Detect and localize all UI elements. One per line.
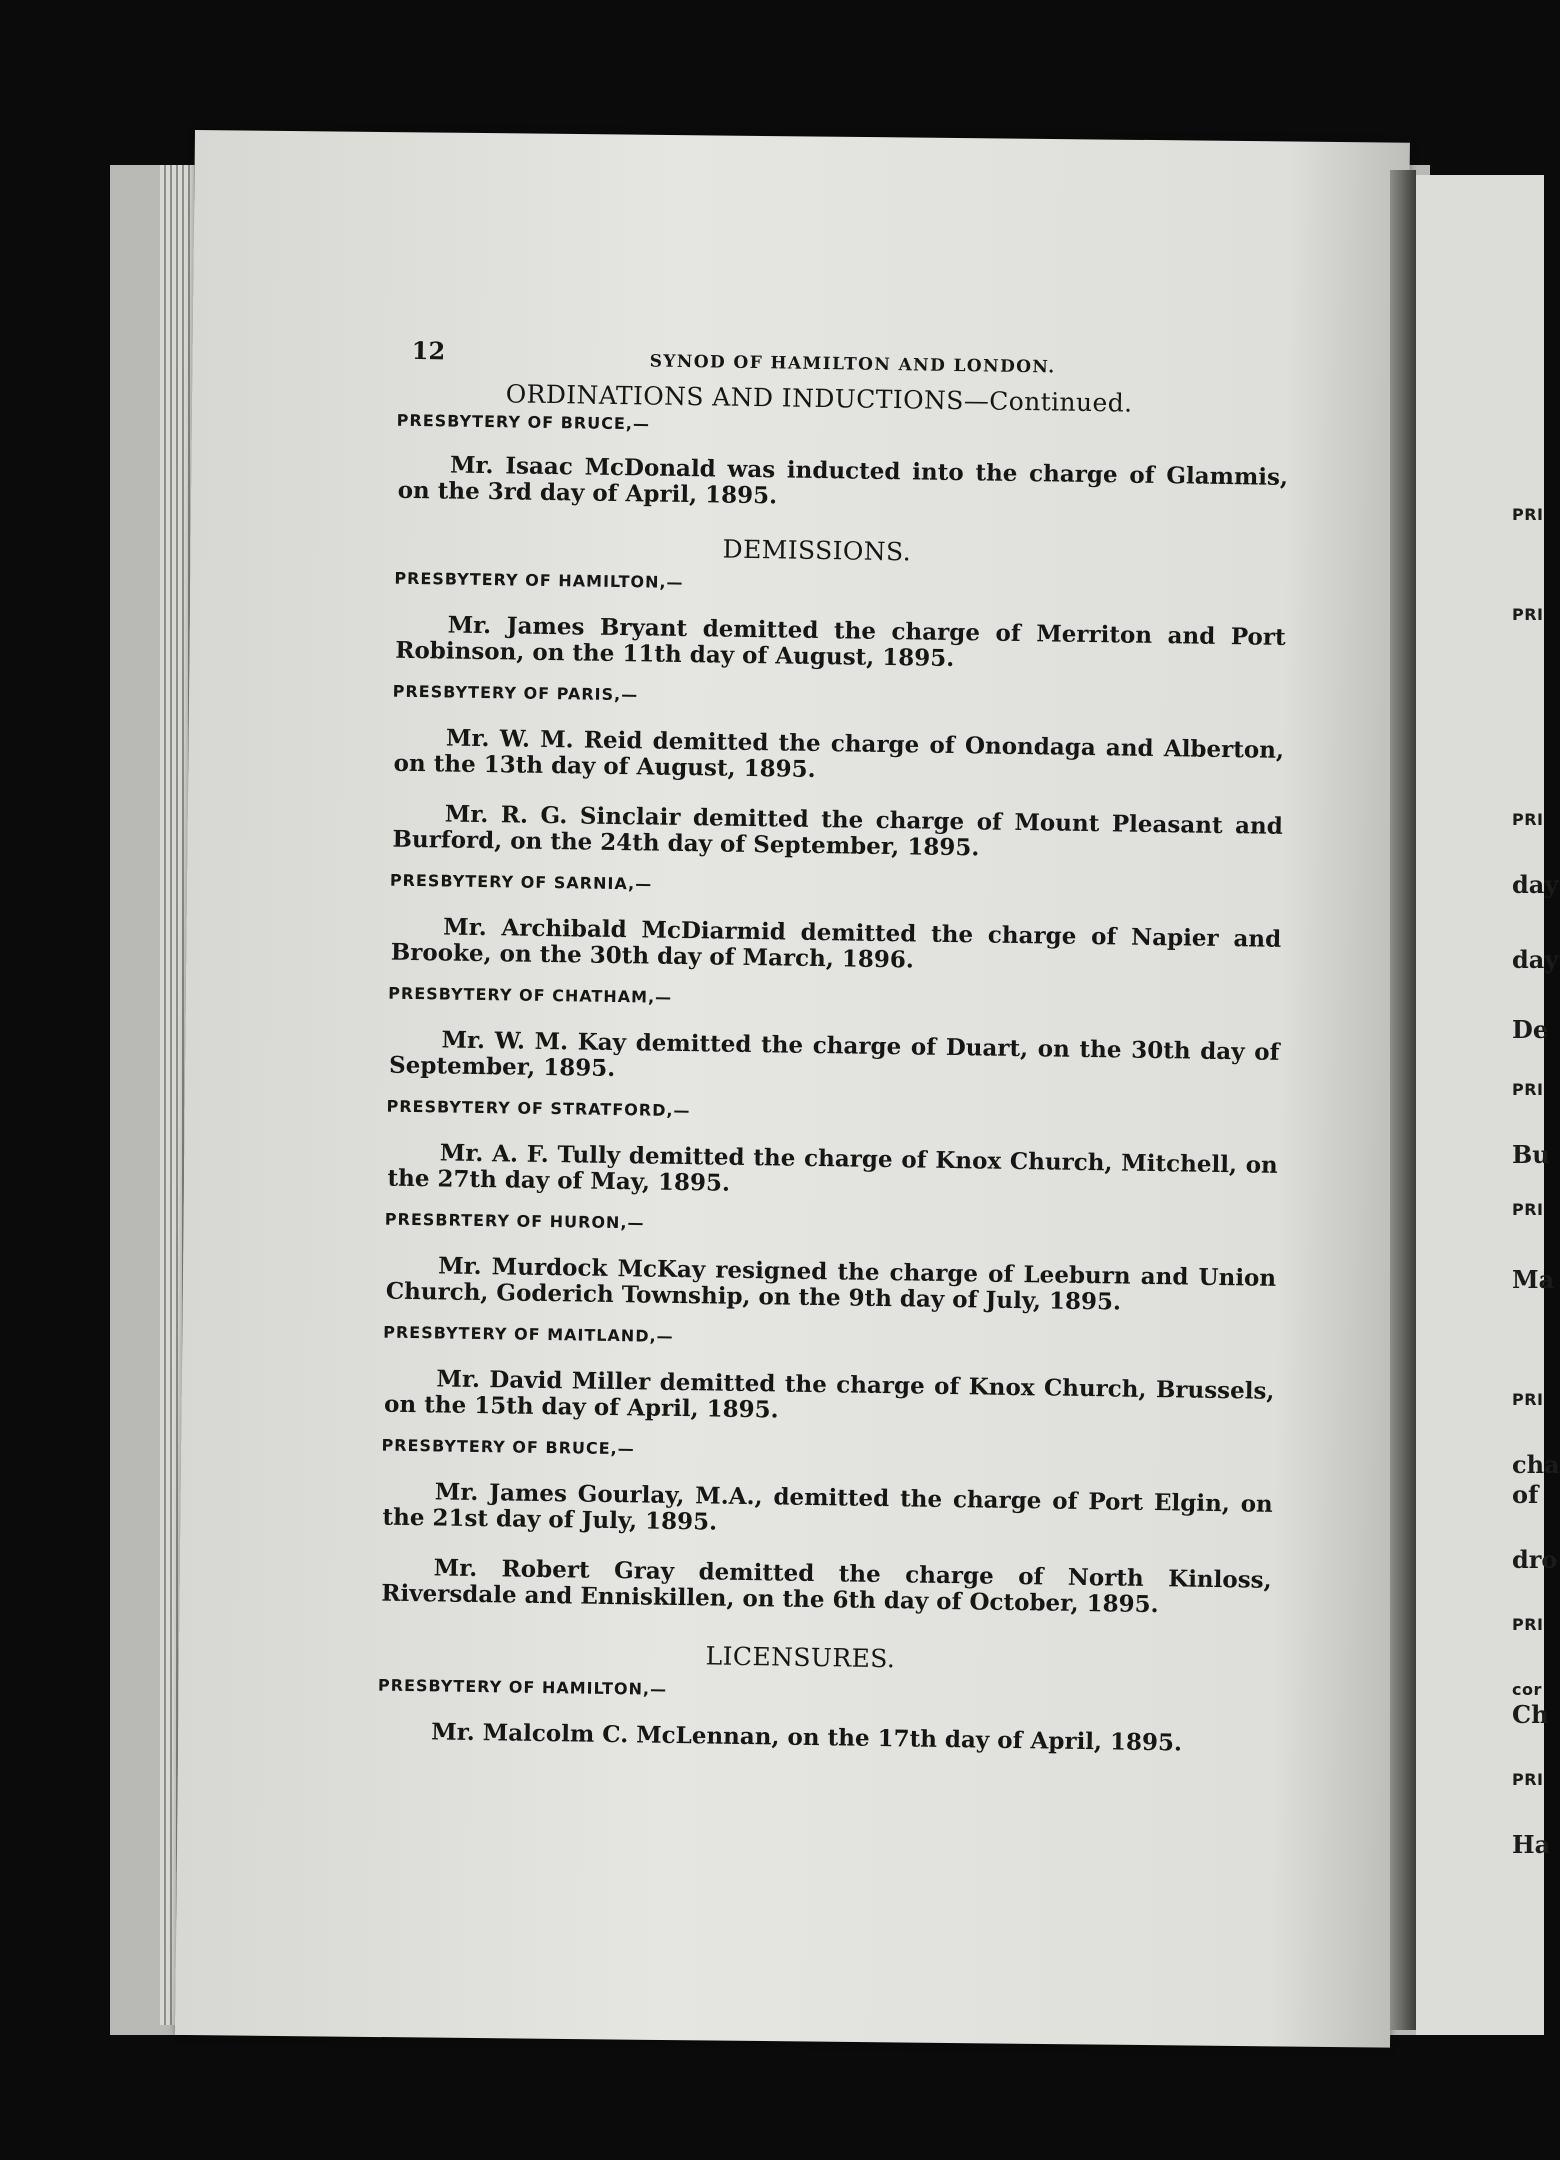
record-entry: Mr. James Bryant demitted the charge of Merriton and Port Robinson, on the 11th day of August, 1895. (395, 611, 1286, 672)
section-heading-demissions: DEMISSIONS. (722, 534, 912, 567)
presbytery-label: PRESBYTERY OF PARIS,— (392, 681, 639, 705)
presbytery-label: PRESBYTERY OF BRUCE,— (396, 410, 651, 434)
presbytery-label: PRESBYTERY OF BRUCE,— (381, 1435, 635, 1459)
page-number: 12 (411, 335, 446, 366)
facing-page-fragment: Bu (1512, 1140, 1550, 1169)
facing-page-fragment: PRI (1512, 1200, 1544, 1219)
facing-page-fragment: PRI (1512, 1390, 1544, 1409)
page-content (329, 335, 1290, 1758)
record-entry: Mr. David Miller demitted the charge of Knox Church, Brussels, on the 15th day of April, 1895. (383, 1365, 1275, 1424)
facing-page-fragment: PRI (1512, 810, 1544, 829)
facing-page-fragment: day (1512, 870, 1559, 899)
record-entry: Mr. R. G. Sinclair demitted the charge of Mount Pleasant and Burford, on the 24th day of September, 1895. (392, 800, 1284, 862)
presbytery-label: PRESBRTERY OF HURON,— (384, 1209, 645, 1233)
facing-page-fragment: cor (1512, 1680, 1542, 1699)
facing-page-fragment: PRI (1512, 1615, 1544, 1634)
facing-page-fragment: PRI (1512, 1080, 1544, 1099)
facing-page-fragment: Ha (1512, 1830, 1551, 1859)
presbytery-label: PRESBYTERY OF HAMILTON,— (394, 568, 684, 592)
record-entry: Mr. Malcolm C. McLennan, on the 17th day of April, 1895. (431, 1718, 1183, 1757)
record-entry: Mr. A. F. Tully demitted the charge of Knox Church, Mitchell, on the 27th day of May, 1895. (387, 1139, 1278, 1197)
book-gutter (1390, 170, 1416, 2030)
section-heading-licensures: LICENSURES. (705, 1641, 896, 1674)
journal-title: SYNOD OF HAMILTON AND LONDON. (649, 351, 1056, 378)
record-entry: Mr. Archibald McDiarmid demitted the charge of Napier and Brooke, on the 30th day of March, 1896. (390, 913, 1282, 974)
record-entry: Mr. W. M. Reid demitted the charge of Onondaga and Alberton, on the 13th day of August, 1895. (393, 724, 1285, 783)
presbytery-label: PRESBYTERY OF STRATFORD,— (386, 1096, 691, 1121)
facing-page-fragment: dro (1512, 1545, 1558, 1574)
facing-page-fragment: PRI (1512, 505, 1544, 524)
presbytery-label: PRESBYTERY OF MAITLAND,— (383, 1322, 674, 1346)
record-entry: Mr. James Gourlay, M.A., demitted the charge of Port Elgin, on the 21st day of July, 1895. (382, 1478, 1273, 1536)
facing-page-fragment: PRI (1512, 605, 1544, 624)
record-entry: Mr. Murdock McKay resigned the charge of Leeburn and Union Church, Goderich Township, on the 9th day of July, 1895. (385, 1252, 1277, 1316)
presbytery-label: PRESBYTERY OF HAMILTON,— (377, 1675, 668, 1699)
presbytery-label: PRESBYTERY OF SARNIA,— (389, 870, 653, 894)
section-heading-ordinations: ORDINATIONS AND INDUCTIONS—Continued. (505, 379, 1133, 418)
facing-page (1416, 175, 1560, 2035)
record-entry: Mr. Isaac McDonald was inducted into the charge of Glammis, on the 3rd day of April, 1895. (397, 451, 1289, 510)
presbytery-label: PRESBYTERY OF CHATHAM,— (388, 983, 673, 1007)
facing-page-fragment: De (1512, 1015, 1549, 1044)
facing-page-fragment: Ma (1512, 1265, 1555, 1294)
facing-page-fragment: cha (1512, 1450, 1560, 1479)
record-entry: Mr. W. M. Kay demitted the charge of Duart, on the 30th day of September, 1895. (388, 1026, 1280, 1083)
facing-page-fragment: day (1512, 945, 1559, 974)
facing-page-fragment: of (1512, 1480, 1539, 1509)
facing-page-fragment: PRI (1512, 1770, 1544, 1789)
record-entry: Mr. Robert Gray demitted the charge of North Kinloss, Riversdale and Enniskillen, on the 6th day of October, 1895. (381, 1554, 1272, 1619)
facing-page-fragment: Ch (1512, 1700, 1549, 1729)
